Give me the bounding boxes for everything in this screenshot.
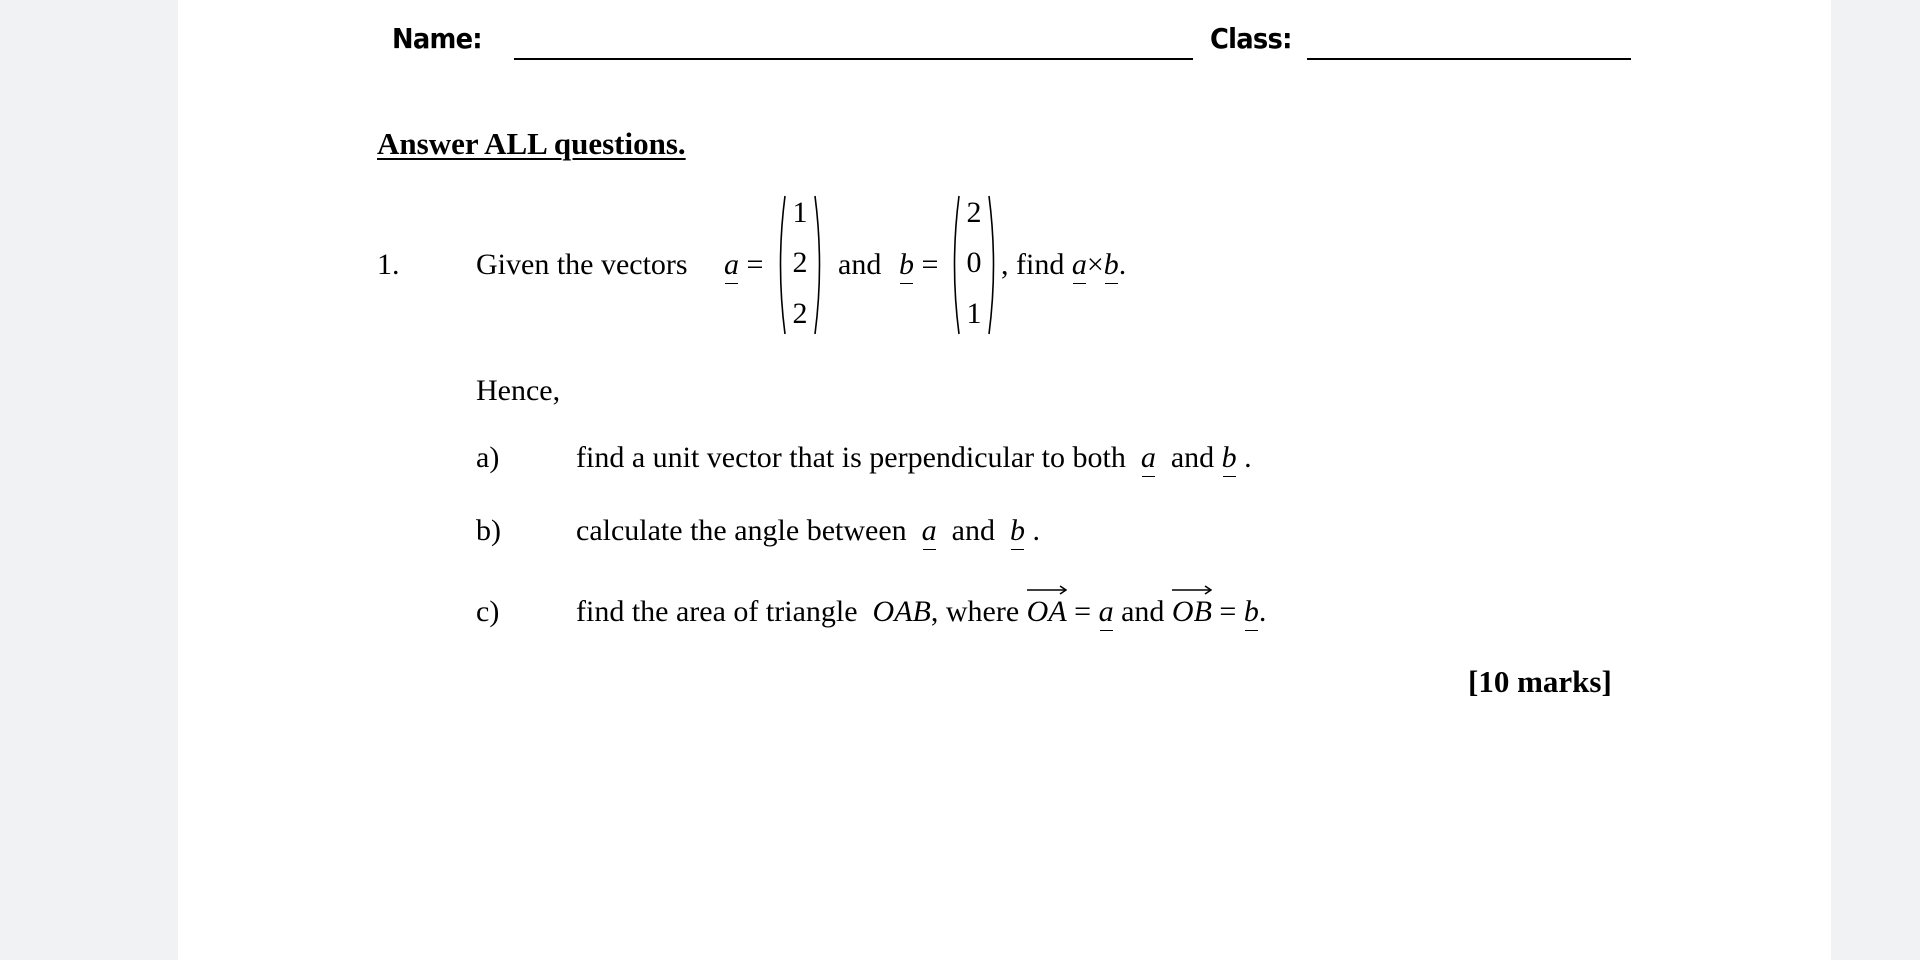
equals-sign: =: [921, 248, 939, 281]
vector-a-definition: [724, 248, 763, 282]
vector-a-entry: 2: [792, 246, 808, 279]
vector-b-symbol: b: [1009, 514, 1025, 547]
name-line: [514, 58, 1193, 60]
class-label: Class:: [1210, 22, 1292, 55]
class-line: [1307, 58, 1631, 60]
arrow-icon: [1027, 585, 1067, 595]
vector-b-entry: 1: [966, 297, 982, 330]
part-c-label: c): [476, 595, 500, 628]
hence-text: Hence,: [476, 374, 561, 407]
triangle-name: OAB: [872, 595, 931, 628]
and-text: and: [951, 514, 995, 547]
vector-oa: [1027, 597, 1067, 627]
and-text: and: [838, 248, 882, 281]
vector-a-symbol: a: [1140, 441, 1156, 474]
equals-sign: =: [1219, 595, 1237, 628]
marks-label: [10 marks]: [1468, 664, 1612, 699]
instructions-heading: Answer ALL questions.: [377, 126, 686, 161]
part-b-statement: calculate the angle between: [576, 514, 907, 547]
question-intro: Given the vectors: [476, 248, 688, 281]
find-cross-product: [1001, 248, 1126, 282]
vector-a-symbol: a: [1071, 248, 1087, 281]
find-text: , find: [1001, 248, 1065, 281]
vector-a-entry: 1: [792, 196, 808, 229]
part-a-label: a): [476, 441, 500, 474]
equals-sign: =: [1074, 595, 1092, 628]
vector-a-entry: 2: [792, 297, 808, 330]
question-number: 1.: [377, 248, 400, 281]
ob-symbol: OB: [1171, 595, 1212, 628]
vector-a-symbol: a: [724, 248, 739, 281]
part-c-text: [576, 595, 1266, 629]
vector-b-symbol: b: [1221, 441, 1237, 474]
arrow-icon: [1172, 585, 1212, 595]
vector-b-definition: [899, 248, 938, 282]
vector-b-symbol: b: [1103, 248, 1119, 281]
part-b-text: [576, 514, 1040, 548]
period: .: [1032, 514, 1040, 547]
period: .: [1118, 248, 1127, 281]
column-vector-a: [775, 193, 825, 337]
vector-a-symbol: a: [921, 514, 937, 547]
part-a-statement: find a unit vector that is perpendicular to both: [576, 441, 1126, 474]
period: .: [1258, 595, 1267, 628]
vector-b-symbol: b: [899, 248, 914, 281]
document-page: [178, 0, 1831, 960]
where-text: , where: [930, 595, 1020, 628]
equals-sign: =: [746, 248, 764, 281]
period: .: [1244, 441, 1252, 474]
part-a-text: [576, 441, 1252, 475]
name-label: Name:: [392, 22, 482, 55]
part-c-statement: find the area of triangle: [576, 595, 858, 628]
vector-b-entry: 2: [966, 196, 982, 229]
cross-symbol: ×: [1086, 248, 1104, 281]
column-vector-b: [949, 193, 999, 337]
vector-a-symbol: a: [1098, 595, 1114, 628]
oa-symbol: OA: [1026, 595, 1067, 628]
vector-ob: [1172, 597, 1212, 627]
and-text: and: [1121, 595, 1165, 628]
part-b-label: b): [476, 514, 501, 547]
vector-b-entry: 0: [966, 246, 982, 279]
vector-b-symbol: b: [1243, 595, 1259, 628]
and-text: and: [1170, 441, 1215, 474]
